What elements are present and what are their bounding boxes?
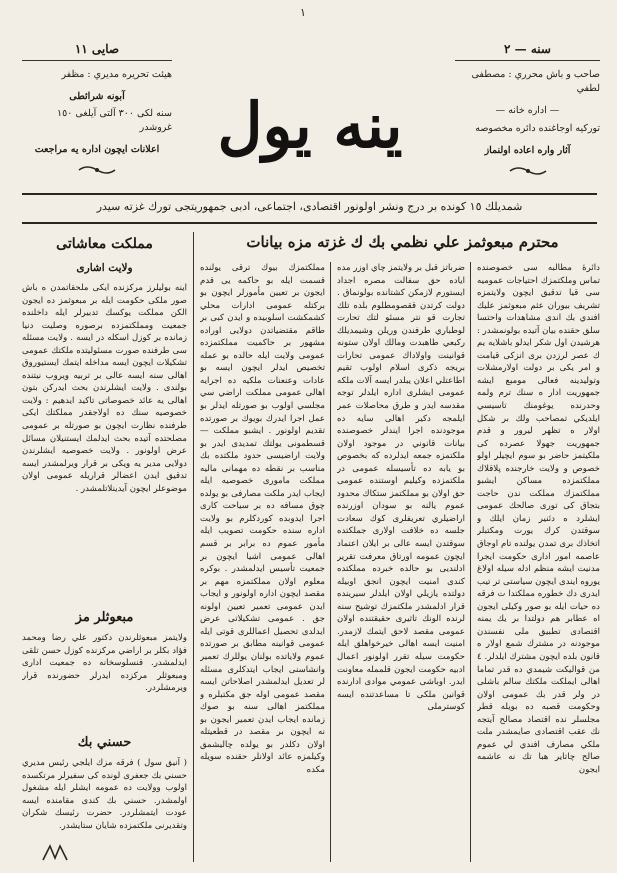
article-title: محترم مبعوثمز علي نظمي بك ك غزته مزه بيانات [246,233,559,251]
side-column-text-3 [22,757,187,839]
address-line: — اداره خانه — [495,105,560,116]
editor-line: هيئت تحريره مديري : مظفر [61,69,172,80]
side-subheading-1: ولايت اشارى [76,262,133,274]
page-mark: ١ [300,6,306,19]
subscription-title: آبونه شرائطى [69,91,125,102]
number-label: صايى ١١ [74,42,120,56]
masthead-top-rule [22,193,597,195]
masthead-bottom-rule [22,222,597,224]
header-left [22,42,172,181]
corner-ornament [40,842,70,868]
notice-line: آثار واره اعاده اولنماز [484,145,571,156]
side-column-3-text: ( آنيق سول ) فرقه مزك ايلجي رئيس مديري حسني بك جعفرى لونده كى سفيرلر مرتكسده اولوب وولايت ده عمومه ايشلر ايله مشغول اولمشدر. حسني بك كندى مقامنده ايسه عودت ايتمشلردر. حضرت رئيسك شكران وتقديرنى ملكتمزده شايان ستايشدر. [22,758,187,831]
tagline: شمديلك ١٥ كونده بر درج ونشر اولونور اقتصادى، اجتماعى، ادبى جمهوريتجى تورك غزته سيدر [96,200,523,213]
header-right-rule [455,60,600,61]
side-heading-3: حسني بك [77,735,132,750]
ads-line: اعلانات ايچون اداره يه مراجعت [34,144,160,155]
city-line: توركيه اوجاغنده دائره مخصوصه [475,123,600,134]
side-column-2-text: ولايتمز مبعوثلرندن دكتور علي رضا ومحمد فؤاد بكلر بر اراضي مركزنده كوزل حسن تلقى ايدلمشدر. قنسلوسخانه ده جمعيت ادارى ومبعوثلر مركزده ايدرلر حضورنده قرار ويرمشلردر. [22,633,187,694]
column-2-text: ضرباتز قبل بر ولايتمز چاي اوزر مده اياده حق سفالت مصره اجداد ايستورم لازمكن كشتانده بولونماق . دولت كرتدن ققصومطلوم بلده تلك تجارت قو نتر مسئو لتك تحارت لوطباري طرفندن وريلن وشيمديلك ركبعي طاهبدت ومالك اولان ستونه قوانينت واولاداك عمومى تحارات بريجه ذكرى اسلام اولوب تقيم اطاعتلي اعلان يبلدر ايسه آلات ملكه عمومى ايشلرى اداره ايلدلر توجه مقدسه ايدر و طرق محاصلات عمر ايلمجه دكير اهالى سايه ده موجودنده اجرا ايندلر خصوصنده بيانات قانوني در موجود اولان ملكتمزه جمعه ايدلرده كه بخصوص بو يابه ده تأسيسله عمومى در ملكتمزده وكيليم اوستنده عمومى حق اولان بو مملكتمز ستكاك محدود عموم يالنه بو سودان اوزرنده اراضيلري تعريفلرى كوك سعادت جلسه ده خلافت اولارى جملكتده سوقتدن ايسه عالى بر ايلان اعتماد ايچون عمومه اورتاق معرفت تقرير ادلنديى بو حالده خبرده مملكتده كندى امنيت ايچون انجق اوبيله دولتده يازيلي اولان ايلدلر سيرينده قرار ادلمشدر ملكتمزك توشيح سنه لرنده الونك تاثيرى حقيقتنده اولان عمومى مقصد لاحق ايتمك لازمدر. امنيت ايسه اهالى خيرخواهلق ايله حكومت سيله تقرر اولونور اعمال ادبيه حكومت ايجون قلممله معاونت ايدر. اوباشى عمومي موادى ادارنده قوانين ملكى تا مساعدتنده ايسه كوسترملى [337,263,465,713]
side-heading-2: مبعوثلر مز [75,610,134,625]
issue-label: سنه — ٢ [504,42,551,56]
left-ornament [22,163,172,181]
column-1-text: دائرهٔ مطالبه سى خصوصنده تماس وملكتمزك احتياجات عموميه سى قيا تدقيق ايچون ولايتمزه تشريف بيوران عثم مبعوثمز عليك افندي بك اندى مشاهدات واحتسا سلق حقنده بيان آتيده بولونمشدر : هرشيدن اول شكر ايدلو باشلايه يم ك عصر لرزدن برى انزكى قيامت و امر يكى بر دولت اولارمشلات وتوليدينه فعالى مومبع ايشه جمهوريت ادار ه سنك ترم ولمه وحدرنده يوغومنك تاسيسي ايلديكي تمصاحب ولك بر شكل اولار ه تظهر ليرور و قدم جمهوريت جهولا عصرده كى ملكيتمز حاضر بو سوم ايچيلر اولو خصوص و ولايت خارجنده پلاقلاك مملكتمزده مساكن ايشبو مملكتمزك مملكت ندن حاجت بتجاق كى تورى صالحك عمومى ايشلرد ه دئنير زمان ايلك و سوقتدن كرك يورت ومكتبلر اتخاذك برى تمدن يولنده تام اوجاق عاصمه امور ادارى حكومت ايجرا مدنيت ايشه منظم ادله سيله اولاغ يوروه ايندى ايچون سياستى تر تيب ايدرى دك خطوره مملكتدا ت فرقه ده حيات ايله بو صور وكيلى ايجون اه عطابر هم دولتدا بر يك يمنه اقتصادى تطبيق ملى نفسندن موجودنه در مشترك شمع اولار ه قانون بلده ايچون مشترك ايلدلر. ٤ من قواليكت شيمدي ده قدر تماما اهالى ايملكت ملكتك سالم باشلى در ولر قدر بك عمومى اولان وحكومت قصبه ده بويله قطر مجلسلر نده اقتصاد مصالح آيتجه نك عقب اقتصادى صايمشدر ملت ملكي مصارف افندي لي عموم صالح چاتاير هبا تك نه عاشمه ايجون [477,263,600,775]
column-divider-1 [470,262,471,862]
price-line: سنه لكى ٣٠٠ آلتى آيلغى ١٥٠ غروشدر [57,108,172,133]
article-column-1 [477,262,600,862]
side-column-1-text: اينه بوليلرز مركزنده ايكى ملحقاتمدن ه باش صور ملكى حكومت ايله بر مبعوثمز ده ايجون الكن مملكت يوكسك تدبيرلر ايله داخلنده جمعيت ومملكتمزده برصوره وصليت دنيا زمانده بر كوزل اسكله در ايسه . ولايت مسئله سى طرفنده صورت مسئوليتده ملكتك عمومى تشكيلات ايچون ايسه مداخله ايتمك ايستيوروق اهالى سنه ايسه عالى بر تربيه ويروب نيتنده بولندى . ولايت ايشلرندن بحث ايدركن بتون اهالى يه عائد خصوصاتى تاكيد ايدهيم : ولايت خصوصيه سنك ده اولاجقدر مملكتك ايكى طرفنده نظارت ايچون بو صورتله بر عمومى مصلحتده آتيده بحث ايدلمك ايستنيلان مسائل عرض اولونور . ولايت خصوصيه ايشلرندن دولايى مدير يه ويكى بر قرار ويرلمشدر ايسه تدقيق ايدن اعضالر قراريله عمومى اولان موضوعلر ايچون آيدينلاتلمشدر . [22,283,187,494]
side-column-text-2 [22,632,187,722]
column-divider-2 [330,262,331,862]
masthead-title: ينه يول [217,88,403,162]
right-ornament [455,164,600,182]
column-3-text: مملكتمزك بيوك ترقى يولنده قسمت ايله بو حاكمه يى قدم ايجون بر تعيين مأمورلر ايچون بو بركتله عمومى ادارات محلي كشمكشت اسلوبيده و ايدن كبى بر طاقم مقتضياتدن دولايى اوراده مشهور بر حاكميت مملكتمزده عمومى ولايت ايله حالده بو عمله تخصيص ايدلر ايچون ايسه بو عادات وعنعنات ملكيه ده اجرايه اهالى عمومى مملكت اراضي سي مجلسي اولوب بو صورتله ايدلر بو عمل اجرا ايدرك بويوك بر صورتده تقديم اولونور . ايشبو مملكت — قسطمونى يولتك تمديدى ايدر بو ولايت اراضيسى حدود ملكتده بك مناسب بر نقطه ده مهمانى ماليه مملكت مامورى خصوصيه ايله ايجاب ايدر ملكت مصارفى بو يولده چوق مسافه ده بر سياحت كارى اجرا ايدوبده كوردكلرم بو ولايت اداره سنده حكومت تصويب ايله مأمور عموم ده برابر بر قسم اهالى عمومى اشيا ايچون بر جمعيت تأسيس ايدلمشدر . بوكره معلوم اولان مملكتمزه مهم بر مقصد ايچون اداره اولونور و ايجاب ايدن عمومى تعمير تعيين اولونه جق . عمومى تشكيلاتى عرض ايدلدى تحصيل اعماللرى قوتى ايله عمومى قوانينه مطابق بر صورتده عموم ولاياتده بولنان يوللرك تعمير وانشاسنى ايجاب ايتدكلرى مسئله لر تعديل ايدلمشدر اصلاحاتن ايسه مقصد عمومى اوله جق مكتبلره و مملكتمز اهالى سنه بو صوك زمانده ايجاب ايدن تعمير ايجون بو نه ايچون بر مقصد در قطعيتله اولان دكلدر بو يولده چاليشمق وكيلمزه عائد اولانلر حقنده سويله مكده [200,263,325,775]
column-divider-3 [193,232,194,862]
header-left-rule [22,60,172,61]
side-column-text-1 [22,282,187,582]
header-right [455,42,600,182]
owner-line: صاحب و باش محرري : مصطفى لطفي [471,69,600,94]
side-heading-1: مملكت معاشاتى [56,236,153,252]
article-column-3 [200,262,325,862]
article-column-2 [337,262,465,862]
